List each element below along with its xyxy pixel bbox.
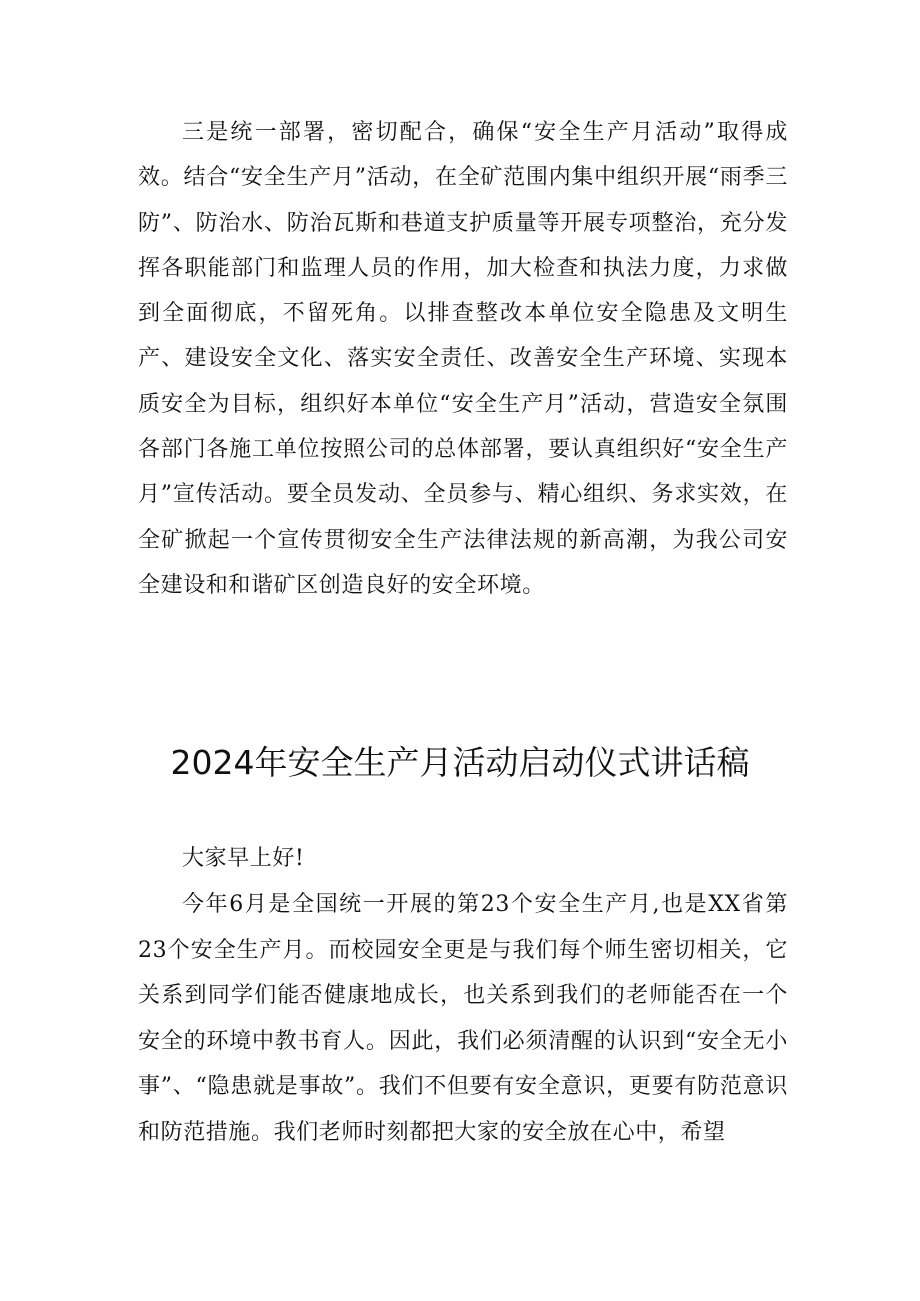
body-paragraph-2: 今年6月是全国统一开展的第23个安全生产月,也是XX省第23个安全生产月。而校园安全更是与我们每个师生密切相关，它关系到同学们能否健康地成长，也关系到我们的老师能否在一个安全的环境中教书育人。因此，我们必须清醒的认识到“安全无小事”、“隐患就是事故”。我们不但要有安全意识，更要有防范意识和防范措施。我们老师时刻都把大家的安全放在心中，希望 — [138, 892, 788, 1145]
body-paragraph-1: 三是统一部署，密切配合，确保“安全生产月活动”取得成效。结合“安全生产月”活动，在全矿范围内集中组织开展“雨季三防”、防治水、防治瓦斯和巷道支护质量等开展专项整治，充分发挥各职能部门和监理人员的作用，加大检查和执法力度，力求做到全面彻底，不留死角。以排查整改本单位安全隐患及文明生产、建设安全文化、落实安全责任、改善安全生产环境、实现本质安全为目标，组织好本单位“安全生产月”活动，营造安全氛围各部门各施工单位按照公司的总体部署，要认真组织好“安全生产月”宣传活动。要全员发动、全员参与、精心组织、务求实效，在全矿掀起一个宣传贯彻安全生产法律法规的新高潮，为我公司安全建设和和谐矿区创造良好的安全环境。 — [138, 120, 788, 598]
greeting-line: 大家早上好! — [182, 846, 305, 871]
document-title: 2024年安全生产月活动启动仪式讲话稿 — [170, 743, 750, 782]
